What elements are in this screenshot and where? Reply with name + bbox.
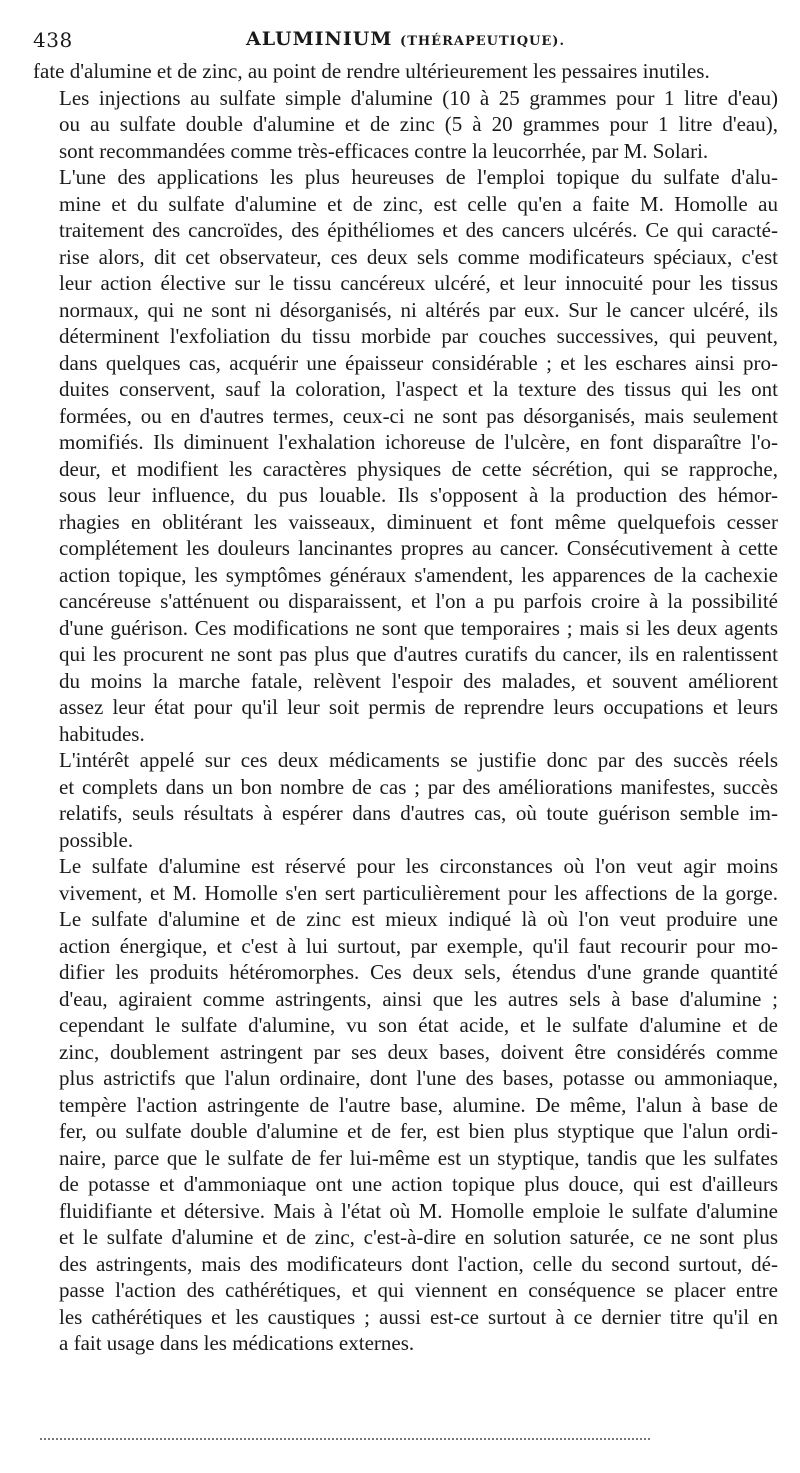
text-line: momifiés. Ils diminuent l'exhalation ichoreuse de l'ulcère, en font disparaître l'o- (59, 430, 778, 454)
text-line: les cathérétiques et les caustiques ; aussi est-ce surtout à ce dernier titre qu'il en (59, 1304, 778, 1329)
text-line: qui les procurent ne sont pas plus que d'autres curatifs du cancer, ils en ralentissent (59, 642, 778, 666)
text-line: rise alors, dit cet observateur, ces deux sels comme modificateurs spéciaux, c'est (59, 244, 778, 269)
text-line: zinc, doublement astringent par ses deux bases, doivent être considérés comme (59, 1039, 778, 1064)
text-line: Le sulfate d'alumine est réservé pour les circonstances où l'on veut agir moins (59, 854, 778, 878)
text-line: passe l'action des cathérétiques, et qui viennent en conséquence se placer entre (59, 1278, 778, 1302)
text-line: fer, ou sulfate double d'alumine et de fer, est bien plus styptique que l'alun ordi- (59, 1119, 778, 1143)
paragraph (33, 747, 778, 853)
text-line: action topique, les symptômes généraux s'amendent, les apparences de la cachexie (59, 562, 778, 587)
text-line: dans quelques cas, acquérir une épaisseur considérable ; et les eschares ainsi pro- (59, 350, 778, 375)
text-line: assez leur état pour qu'il leur soit permis de reprendre leurs occupations et leurs (59, 695, 778, 719)
text-line: fate d'alumine et de zinc, au point de rendre ultérieurement les pessaires inutiles. (33, 59, 710, 83)
text-line: cancéreuse s'atténuent ou disparaissent, et l'on a pu parfois croire à la possibilité (59, 589, 778, 613)
running-title-subtitle: (THÉRAPEUTIQUE). (400, 34, 565, 49)
text-line: duites conservent, sauf la coloration, l'aspect et la texture des tissus qui les ont (59, 377, 778, 401)
page-number: 438 (33, 28, 73, 52)
text-line: déterminent l'exfoliation du tissu morbide par couches successives, qui peuvent, (59, 324, 778, 348)
text-line: vivement, et M. Homolle s'en sert particulièrement pour les affections de la gorge. (59, 880, 778, 905)
text-line: ou au sulfate double d'alumine et de zinc (5 à 20 grammes pour 1 litre d'eau), (59, 112, 778, 136)
text-line: de potasse et d'ammoniaque ont une action topique plus douce, qui est d'ailleurs (59, 1172, 778, 1196)
text-line: deur, et modifient les caractères physiques de cette sécrétion, qui se rapproche, (59, 456, 778, 481)
text-line: et complets dans un bon nombre de cas ; par des améliorations manifestes, succès (59, 774, 778, 799)
text-line: action énergique, et c'est à lui surtout, par exemple, qu'il faut recourir pour mo- (59, 933, 778, 958)
running-title-main: ALUMINIUM (246, 28, 393, 50)
text-line: a fait usage dans les médications externes. (59, 1331, 415, 1355)
text-line: sous leur influence, du pus louable. Ils s'opposent à la production des hémor- (59, 483, 778, 507)
text-line: fluidifiante et détersive. Mais à l'état où M. Homolle emploie le sulfate d'alumine (59, 1198, 778, 1223)
text-line: d'une guérison. Ces modifications ne sont que temporaires ; mais si les deux agents (59, 615, 778, 640)
text-line: mine et du sulfate d'alumine et de zinc, est celle qu'en a faite M. Homolle au (59, 191, 778, 216)
text-line: d'eau, agiraient comme astringents, ainsi que les autres sels à base d'alumine ; (59, 986, 778, 1011)
paragraph (33, 85, 778, 165)
text-line: naire, parce que le sulfate de fer lui-même est un styptique, tandis que les sulfates (59, 1145, 778, 1170)
text-line: habitudes. (59, 721, 145, 746)
text-line: L'une des applications les plus heureuses de l'emploi topique du sulfate d'alu- (59, 165, 778, 189)
text-line: formées, ou en d'autres termes, ceux-ci ne sont pas désorganisés, mais seulement (59, 403, 778, 428)
text-line: Le sulfate d'alumine et de zinc est mieux indiqué là où l'on veut produire une (59, 907, 778, 931)
text-line: normaux, qui ne sont ni désorganisés, ni altérés par eux. Sur le cancer ulcéré, ils (59, 297, 778, 322)
running-title (33, 28, 778, 50)
text-line: relatifs, seuls résultats à espérer dans d'autres cas, où toute guérison semble im- (59, 801, 778, 825)
text-line: cependant le sulfate d'alumine, vu son état acide, et le sulfate d'alumine et de (59, 1013, 778, 1037)
text-line: complétement les douleurs lancinantes propres au cancer. Consécutivement à cette (59, 536, 778, 560)
text-line: difier les produits hétéromorphes. Ces deux sels, étendus d'une grande quantité (59, 960, 778, 984)
text-line: plus astrictifs que l'alun ordinaire, dont l'une des bases, potasse ou ammoniaque, (59, 1066, 778, 1090)
running-header (33, 24, 778, 56)
text-line: possible. (59, 827, 134, 852)
text-line: des astringents, mais des modificateurs dont l'action, celle du second surtout, dé- (59, 1251, 778, 1276)
text-line: traitement des cancroïdes, des épithéliomes et des cancers ulcérés. Ce qui caracté- (59, 218, 778, 242)
paragraph (33, 164, 778, 747)
text-line: tempère l'action astringente de l'autre base, alumine. De même, l'alun à base de (59, 1092, 778, 1117)
text-line: leur action élective sur le tissu cancéreux ulcéré, et leur innocuité pour les tissus (59, 271, 778, 295)
paragraph (33, 58, 778, 85)
text-line: et le sulfate d'alumine et de zinc, c'est-à-dire en solution saturée, ce ne sont plus (59, 1225, 778, 1249)
text-line: Les injections au sulfate simple d'alumine (10 à 25 grammes pour 1 litre d'eau) (59, 85, 778, 110)
text-line: rhagies en oblitérant les vaisseaux, diminuent et font même quelquefois cesser (59, 509, 778, 534)
text-line: sont recommandées comme très-efficaces contre la leucorrhée, par M. Solari. (59, 138, 709, 163)
footer-rule (40, 1438, 650, 1440)
paragraph (33, 853, 778, 1357)
text-line: du moins la marche fatale, relèvent l'espoir des malades, et souvent améliorent (59, 668, 778, 693)
text-line: L'intérêt appelé sur ces deux médicaments se justifie donc par des succès réels (59, 748, 778, 772)
body-text (33, 58, 778, 1357)
